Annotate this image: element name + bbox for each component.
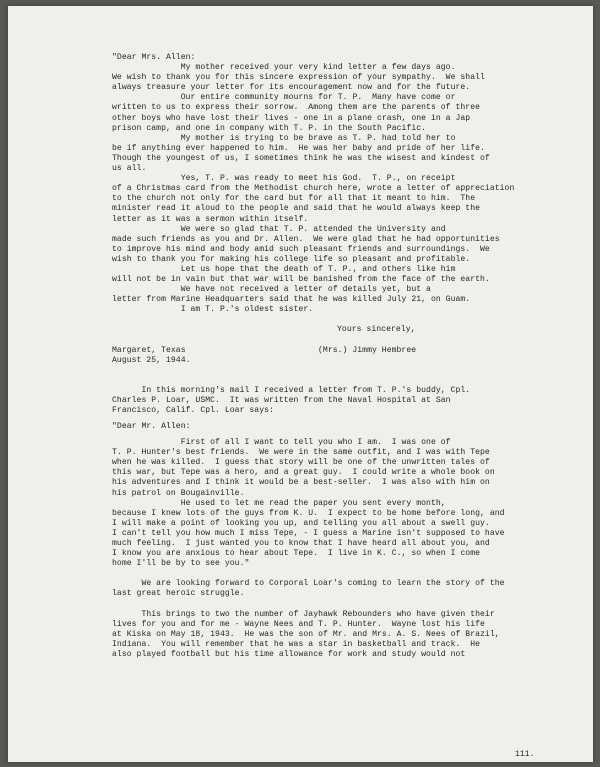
text-line: last great heroic struggle. [112,589,245,599]
text-line: This brings to two the number of Jayhawk Rebounders who have given their [112,609,495,619]
text-line: this war, but Tepe was a hero, and a great guy. I could write a whole book on [112,468,495,478]
text-line: Indiana. You will remember that he was a star in basketball and track. He [112,639,481,649]
text-line: He used to let me read the paper you sent every month, [112,498,446,508]
text-line: written to us to express their sorrow. Among them are the parents of three [112,103,481,113]
text-line: I can't tell you how much I miss Tepe, - I guess a Marine isn't supposed to have [112,528,505,538]
page-number: 111. [515,750,535,759]
signature-date: August 25, 1944. [112,355,191,365]
text-line: letter as it was a sermon within itself. [112,214,309,224]
signature-name: (Mrs.) Jimmy Hembree [318,345,417,355]
text-line: to improve his mind and body amid such pleasant friends and surroundings. We [112,244,490,254]
text-line: letter from Marine Headquarters said that he was killed July 21, on Guam. [112,295,471,305]
signature-place: Margaret, Texas [112,345,186,355]
text-line: First of all I want to tell you who I am. I was one of [112,438,451,448]
text-line: minister read it aloud to the people and said that he would always keep the [112,204,481,214]
text-line: Yes, T. P. was ready to meet his God. T. P., on receipt [112,174,456,184]
text-line: I will make a point of looking you up, and telling you all about a swell guy. [112,518,490,528]
text-line: We are looking forward to Corporal Loar's coming to learn the story of the [112,579,505,589]
closing: Yours sincerely, [337,325,416,335]
text-line: always treasure your letter for its encouragement now and for the future. [112,83,471,93]
text-line: T. P. Hunter's best friends. We were in the same outfit, and I was with Tepe [112,448,490,458]
text-line: Charles P. Loar, USMC. It was written from the Naval Hospital at San [112,395,451,405]
text-line: home I'll be by to see you." [112,559,250,569]
text-line: Francisco, Calif. Cpl. Loar says: [112,405,274,415]
text-line: lives for you and for me - Wayne Nees and T. P. Hunter. Wayne lost his life [112,619,485,629]
letter-hembree [112,53,574,366]
text-line: be if anything ever happened to him. He was her baby and pride of her life. [112,143,485,153]
text-line: I know you are anxious to hear about Tepe. I live in K. C., so when I come [112,549,481,559]
text-line: us all. [112,164,147,174]
text-line: wish to thank you for making his college life so pleasant and profitable. [112,254,471,264]
text-line: other boys who have lost their lives - one in a plane crash, one in a Jap [112,113,471,123]
text-line: In this morning's mail I received a letter from T. P.'s buddy, Cpl. [112,385,471,395]
text-line: also played football but his time allowance for work and study would not [112,649,466,659]
paragraph-jayhawk-rebounders [112,610,574,660]
letter-loar [112,422,574,569]
paragraph-loar-coming [112,579,574,599]
text-line: My mother received your very kind letter a few days ago. [112,63,456,73]
text-line: Though the youngest of us, I sometimes think he was the wisest and kindest of [112,153,490,163]
text-line: made such friends as you and Dr. Allen. We were glad that he had opportunities [112,234,500,244]
typed-text-body [112,53,574,660]
text-line: at Kiska on May 18, 1943. He was the son of Mr. and Mrs. A. S. Nees of Brazil, [112,629,500,639]
salutation: "Dear Mrs. Allen: [112,53,196,62]
salutation: "Dear Mr. Allen: [112,422,191,431]
text-line: will not be in vain but that war will be banished from the face of the earth. [112,275,490,285]
text-line: We wish to thank you for this sincere expression of your sympathy. We shall [112,73,485,83]
text-line: I am T. P.'s oldest sister. [112,305,314,315]
document-page [8,6,593,762]
text-line: prison camp, and one in company with T. P. in the South Pacific. [112,123,427,133]
text-line: because I knew lots of the guys from K. U. I expect to be home before long, and [112,508,505,518]
text-line: when he was killed. I guess that story will be one of the unwritten tales of [112,458,490,468]
text-line: to the church not only for the card but for all that it meant to him. The [112,194,476,204]
text-line: his adventures and I think it would be a best-seller. I was also with him on [112,478,490,488]
text-line: We have not received a letter of details yet, but a [112,285,431,295]
text-line: of a Christmas card from the Methodist church here, wrote a letter of appreciation [112,184,515,194]
text-line: We were so glad that T. P. attended the University and [112,224,446,234]
intro-paragraph [112,386,574,416]
text-line: much feeling. I just wanted you to know that I have heard all about you, and [112,539,490,549]
text-line: Let us hope that the death of T. P., and others like him [112,264,456,274]
text-line: Our entire community mourns for T. P. Many have come or [112,93,456,103]
text-line: My mother is trying to be brave as T. P. had told her to [112,133,456,143]
text-line: his patrol on Bougainville. [112,488,245,498]
